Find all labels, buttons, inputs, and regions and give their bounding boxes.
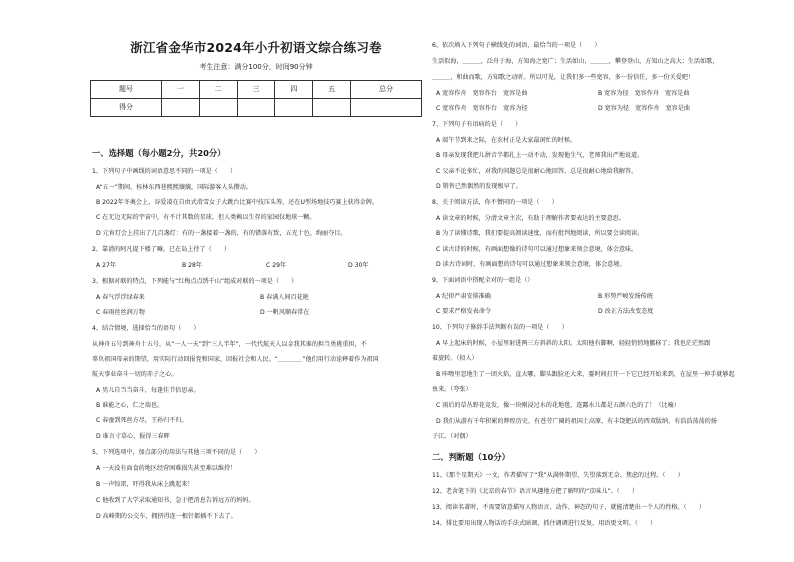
option-line: A 端午节到来之际，在农村正是大家最闲忙的时候。	[436, 137, 577, 144]
judgement-line: 13、阅读名著时，不需要留意描写人物语言、动作、神态的句子，就能清楚出一个人的性格。（ ）	[432, 504, 705, 511]
option-q6-c: C 宽容作舟 宽容作台 宽容为径	[436, 105, 528, 112]
section-2-title: 二、判断题（10分）	[432, 452, 510, 462]
option-line: B 一声惊雷，吓得我从床上跳起来！	[96, 481, 194, 488]
right-column	[432, 0, 782, 562]
option-q9-d: D 改正方法改变态度	[598, 308, 654, 315]
passage-line: 生活似海，＿＿＿，泛舟于海，方知海之宽广；生活如山，＿＿＿，攀登登山，方知山之高大；生活如歌，	[432, 58, 719, 65]
score-cell: 三	[237, 81, 275, 99]
score-cell: 二	[199, 81, 237, 99]
option-q2-c: C 29年	[266, 262, 287, 269]
score-table-score-row	[91, 99, 422, 117]
option-q2-b: B 28年	[182, 262, 202, 269]
option-line: B 为了读懂诗歌，我们要提高阅读速度，而有批判地阅读，所以要会读阅读。	[436, 230, 644, 237]
option-q9-a: A 纪律严肃安排准确	[436, 293, 491, 300]
question-line: 1、下列句子中画线的词语意思不同的一项是（ ）	[92, 168, 237, 175]
score-table	[90, 80, 422, 117]
passage-line: ＿＿＿，和曲而歌，方知歌之动听。所以可见，让我们多一些宽容，多一份信任，多一份关爱吧！	[432, 74, 695, 81]
option-q2-a: A 27年	[96, 262, 116, 269]
option-line: A“五一”期间，桂林东西巷熙熙攘攘，国际游客人头攒动。	[96, 184, 252, 191]
judgement-line: 14、排比要用出现人物话的手法式暗调，抓住调调进行反复，用语更文明。（ ）	[432, 520, 657, 527]
option-line: D 我们从游有千年积累的辉煌历史，有苍劳广阔的祖国土高原，有丰饶肥沃的西双版纳，有浩浩荡荡的扬	[436, 418, 717, 425]
question-line: 3、根据对联的特点，下列能与“红梅点点绣千山”组成对联的一项是（ ）	[92, 278, 298, 285]
exam-notice: 考生注意：满分100分，时间90分钟	[199, 63, 313, 71]
passage-line: 辜负祖国母亲的期望，用实际行动回报党和国家，回报社会和人民。“＿＿＿＿”他们用行动诠释着作为祖国	[92, 356, 379, 363]
score-cell: 题号	[91, 81, 162, 99]
option-q4-d: D 谁言寸草心，报得三春晖	[96, 433, 170, 440]
option-line: C 在无边无际的宇宙中，有不计其数的星球，但人类赖以生存的家园仅地球一颗。	[96, 214, 316, 221]
question-line: 2、靠谱的阿凡提下楼了嘛，已在岛上待了（ ）	[92, 246, 230, 253]
score-cell: 总分	[351, 81, 422, 99]
option-line: D 销售已然偶然的发现极早了。	[436, 183, 522, 190]
option-line: A 读文章的时候，分清文章主次，有助于理解作者要表达的主要意思。	[436, 215, 625, 222]
question-line: 5、下列选项中，加点部分的用法与其他三项不同的是（ ）	[92, 449, 261, 456]
left-column	[90, 0, 422, 562]
option-q9-c: C 要求严格发表命令	[436, 308, 491, 315]
score-cell: 五	[313, 81, 351, 99]
option-line: C 雨后的草丛野花竞发，像一块刚浸过水的花地毯，连露水儿都是五颜六色的了！（比喻）	[436, 402, 680, 409]
option-q2-d: D 30年	[348, 262, 369, 269]
score-input-cell[interactable]	[237, 99, 275, 117]
option-q3-d: D 一帆风顺春常在	[260, 309, 310, 316]
score-input-cell[interactable]	[275, 99, 313, 117]
question-line: 6、依次填入下列句子横线处的词语，最恰当的一项是（ ）	[432, 42, 601, 49]
option-line-cont: 着旋转。（拟人）	[432, 355, 478, 362]
option-q4-c: C 春蚕到死丝方尽，王孙归不归。	[96, 417, 188, 424]
option-line: D 读古诗词时，有画面想的诗句可以通过想象来领会意境，体会意境。	[436, 261, 626, 268]
option-q6-a: A 宽容作舟 宽容作台 宽容是曲	[436, 90, 528, 97]
question-line: 8、关于阅读方法，你不赞同的一项是（ ）	[432, 199, 558, 206]
option-line: B 咔嚓里忽地生了一团火焰，直大哪，脚头跟脸还大来，霎时间打开一下它已经开始来到，在屋里一伸手就够起	[436, 371, 735, 378]
option-q6-d: D 宽容为径 宽容作舟 宽容是曲	[598, 105, 690, 112]
question-line: 9、下面词语中搭配全对的一组是（）	[432, 277, 534, 284]
option-line: B 2022年冬奥会上，谷爱凌在自由式滑雪女子大跳台比赛中技压头筹，还在U型场地技巧赛上获得金牌。	[96, 199, 379, 206]
option-line-cont: 子江。（对偶）	[432, 433, 472, 440]
section-1-title: 一、选择题（每小题2分，共20分）	[92, 148, 226, 158]
score-cell: 四	[275, 81, 313, 99]
passage-line: 从神舟五号到神舟十五号，从“一人一天”到“三人半年”，一代代航天人以金我其谁的担当勇挑重担，不	[92, 341, 367, 348]
score-cell: 一	[161, 81, 199, 99]
score-cell: 得分	[91, 99, 162, 117]
score-input-cell[interactable]	[199, 99, 237, 117]
score-input-cell[interactable]	[351, 99, 422, 117]
option-line-cont: 鱼来。（夸张）	[432, 386, 472, 393]
judgement-line: 12、老舍笔下的《北京的春节》语言风趣地方把了解明的“京味儿”。（ ）	[432, 488, 639, 495]
option-q4-b: B 谁能之心，仁之端也。	[96, 402, 164, 409]
option-q3-a: A 春气浮浮绿春来	[96, 294, 145, 301]
option-line: A 一天没有面食的地区经营困难损失甚至难以维持！	[96, 465, 237, 472]
judgement-line: 11、《那个星期天》一文，作者描写了“我”从满怀期望、失望落到无奈、焦虑的过程。（ ）	[432, 472, 684, 479]
option-q9-b: B 形势严峻发扬传统	[598, 293, 653, 300]
option-line: C 他收到了大学录取通知书，急于把消息告诉远方的妈妈。	[96, 497, 255, 504]
option-q4-a: A 男儿自当当奋斗，每逢佳节倍思亲。	[96, 387, 200, 394]
question-line: 4、结合情境，选择恰当的语句（ ）	[92, 325, 200, 332]
option-q3-c: C 春雨丝丝润万物	[96, 309, 145, 316]
question-line: 10、下列句子修辞手法判断有误的一项是（ ）	[432, 324, 568, 331]
option-line: A 早上起床的时候，小屋里射进两三方斜斜的太阳。太阳他有脚啊，轻轻悄悄地挪移了；我也茫茫然跟	[436, 340, 711, 347]
option-line: B 母亲发现我把儿拼音半都扎上一动不动，发现他生气，老师我出严地说道。	[436, 152, 644, 159]
option-q3-b: B 春满人间百花艳	[260, 294, 309, 301]
score-input-cell[interactable]	[313, 99, 351, 117]
score-table-header-row	[91, 81, 422, 99]
option-line: C 读古诗的时候，有画面想像的诗句可以通过想象来领会意境，体会意味。	[436, 246, 638, 253]
passage-line: 航天事业奋斗一切的赤子之心。	[92, 371, 178, 378]
option-q6-b: B 宽容为径 宽容作舟 宽容是曲	[598, 90, 690, 97]
option-line: C 父亲不论多忙，对我的问题总是很耐心地回答，总是很耐心地给我解答。	[436, 168, 638, 175]
score-input-cell[interactable]	[161, 99, 199, 117]
page-title: 浙江省金华市2024年小升初语文综合练习卷	[130, 40, 382, 55]
question-line: 7、下列句子有语病的是（ ）	[432, 121, 522, 128]
option-line: D 高峰期的公交车，拥挤得连一根针都插不下去了。	[96, 513, 237, 520]
option-line: D 元宵灯会上挂出了几百盏灯：有的一盏接着一盏的，有的错落有致，五光十色，绚丽夺目。	[96, 230, 347, 237]
